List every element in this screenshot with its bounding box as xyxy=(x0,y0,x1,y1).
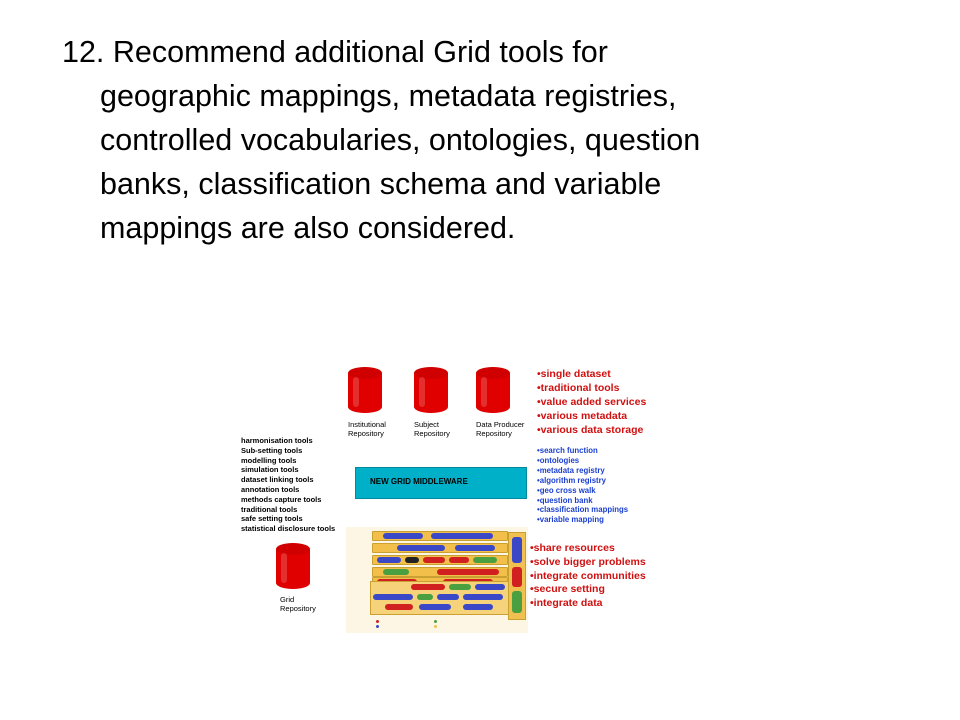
heading-line-5: mappings are also considered. xyxy=(100,211,516,245)
stack-layer xyxy=(372,543,508,553)
list-item: Sub-setting tools xyxy=(241,445,303,455)
list-item: •single dataset xyxy=(537,368,611,380)
list-item: •variable mapping xyxy=(537,515,604,525)
stack-legend xyxy=(374,619,514,631)
stack-side-column xyxy=(508,532,526,620)
middleware-label: NEW GRID MIDDLEWARE xyxy=(370,477,468,486)
list-item: •various data storage xyxy=(537,424,644,436)
heading-line-2: geographic mappings, metadata registries, xyxy=(100,79,677,113)
institutional-repository-label: Institutional Repository xyxy=(348,420,386,438)
list-item: modelling tools xyxy=(241,455,297,465)
list-item: •share resources xyxy=(530,542,615,554)
list-item: •solve bigger problems xyxy=(530,555,646,568)
subject-repository-cylinder-icon xyxy=(414,367,448,413)
list-item: •value added services xyxy=(537,396,647,408)
list-item: •integrate data xyxy=(530,597,603,610)
heading-line-4: banks, classification schema and variable xyxy=(100,167,662,201)
list-item: statistical disclosure tools xyxy=(241,524,336,534)
list-item: dataset linking tools xyxy=(241,475,314,485)
list-item: •algorithm registry xyxy=(537,475,607,485)
list-item: •classification mappings xyxy=(537,505,629,515)
data-producer-repository-cylinder-icon xyxy=(476,367,510,413)
list-item: •ontologies xyxy=(537,455,580,465)
list-item: •integrate communities xyxy=(530,569,646,582)
list-item: •metadata registry xyxy=(537,465,605,475)
list-item: •various metadata xyxy=(537,410,628,422)
heading-line-1: 12. Recommend additional Grid tools for xyxy=(62,35,608,69)
list-item: harmonisation tools xyxy=(241,436,313,445)
list-item: •question bank xyxy=(537,495,593,505)
list-item: •traditional tools xyxy=(537,382,620,394)
grid-architecture-stack-figure xyxy=(346,527,528,633)
subject-repository-label: Subject Repository xyxy=(414,420,450,438)
stack-layer xyxy=(372,531,508,541)
grid-tools-list xyxy=(241,436,335,534)
list-item: simulation tools xyxy=(241,465,299,475)
list-item: •geo cross walk xyxy=(537,485,596,495)
list-item: •search function xyxy=(537,446,598,455)
repository-features-list xyxy=(537,367,646,437)
heading-line-3: controlled vocabularies, ontologies, question xyxy=(100,123,701,157)
stack-layer xyxy=(372,555,508,565)
globus-layer xyxy=(370,581,510,615)
middleware-features-list xyxy=(537,446,628,525)
stack-layer xyxy=(372,567,508,577)
grid-benefits-list xyxy=(530,542,646,611)
list-item: annotation tools xyxy=(241,484,300,494)
data-producer-repository-label: Data Producer Repository xyxy=(476,420,525,438)
grid-middleware-box xyxy=(355,467,527,499)
list-item: •secure setting xyxy=(530,583,605,596)
grid-repository-label: Grid Repository xyxy=(280,595,316,613)
list-item: traditional tools xyxy=(241,504,298,514)
list-item: methods capture tools xyxy=(241,494,322,504)
grid-repository-cylinder-icon xyxy=(276,543,310,589)
list-item: safe setting tools xyxy=(241,514,303,524)
institutional-repository-cylinder-icon xyxy=(348,367,382,413)
